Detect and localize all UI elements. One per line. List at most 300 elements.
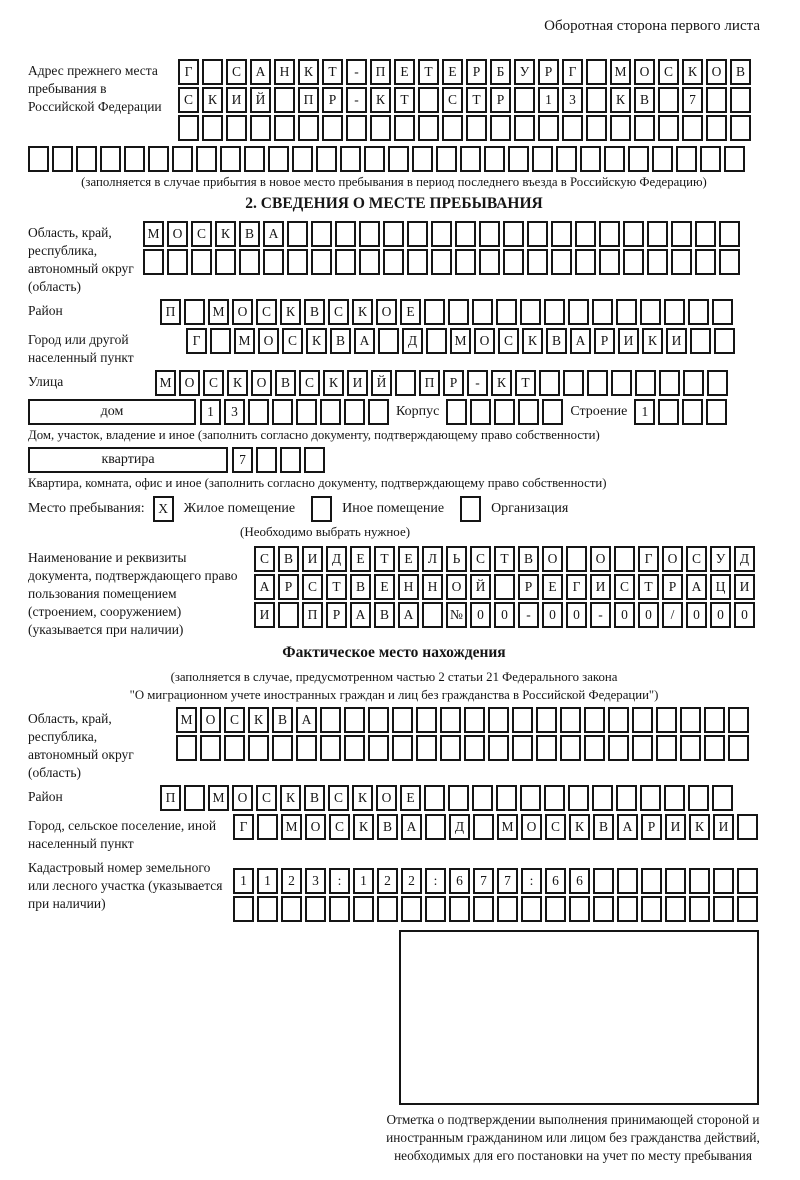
char-cell: / (662, 602, 683, 628)
char-cell (305, 896, 326, 922)
char-cell (665, 896, 686, 922)
document-row-1 (254, 546, 755, 572)
char-cell (689, 868, 710, 894)
fact-oblast-row-1 (176, 707, 749, 733)
char-cell (688, 299, 709, 325)
char-cell (200, 735, 221, 761)
char-cell (424, 785, 445, 811)
char-cell: В (546, 328, 567, 354)
char-cell (100, 146, 121, 172)
char-cell (682, 399, 703, 425)
char-cell: В (377, 814, 398, 840)
char-cell (568, 785, 589, 811)
char-cell: А (350, 602, 371, 628)
page-corner-note: Оборотная сторона первого листа (544, 18, 760, 34)
char-cell (617, 896, 638, 922)
char-cell: Ц (710, 574, 731, 600)
char-cell: Т (394, 87, 415, 113)
char-cell: О (542, 546, 563, 572)
char-cell (536, 707, 557, 733)
char-cell (272, 735, 293, 761)
char-cell: П (298, 87, 319, 113)
char-cell (52, 146, 73, 172)
char-cell (641, 896, 662, 922)
oblast-label: Область, край, республика, автономный округ (область) (28, 225, 134, 294)
char-cell (335, 221, 356, 247)
char-cell: А (254, 574, 275, 600)
char-cell: С (498, 328, 519, 354)
char-cell: 0 (566, 602, 587, 628)
fact-raion-label: Район (28, 789, 63, 804)
char-cell (479, 221, 500, 247)
char-cell: 0 (614, 602, 635, 628)
char-cell (392, 735, 413, 761)
char-cell: С (302, 574, 323, 600)
char-cell (690, 328, 711, 354)
char-cell: В (730, 59, 751, 85)
stamp-caption: Отметка о подтверждении выполнения принимающей стороной и иностранным гражданином или лицом без гражданства действий, необходимых для его постановки на учет по месту пребывания (386, 1112, 760, 1163)
char-cell: К (280, 785, 301, 811)
char-cell (335, 249, 356, 275)
char-cell: С (299, 370, 320, 396)
char-cell: У (514, 59, 535, 85)
char-cell (695, 249, 716, 275)
char-cell: 2 (281, 868, 302, 894)
ulitsa-block (28, 370, 760, 396)
char-cell (359, 249, 380, 275)
char-cell (714, 328, 735, 354)
char-cell (584, 735, 605, 761)
char-cell (368, 707, 389, 733)
char-cell: Р (278, 574, 299, 600)
char-cell: П (160, 299, 181, 325)
mesto-note: (Необходимо выбрать нужное) (240, 524, 411, 539)
char-cell (320, 707, 341, 733)
prev-address-block (28, 59, 760, 143)
char-cell: - (467, 370, 488, 396)
char-cell (514, 115, 535, 141)
char-cell (263, 249, 284, 275)
char-cell (202, 115, 223, 141)
char-cell (460, 146, 481, 172)
char-cell: С (686, 546, 707, 572)
char-cell: М (143, 221, 164, 247)
char-cell (167, 249, 188, 275)
char-cell: Е (350, 546, 371, 572)
char-cell: Д (326, 546, 347, 572)
char-cell: 6 (449, 868, 470, 894)
char-cell: С (282, 328, 303, 354)
char-cell (527, 221, 548, 247)
char-cell (479, 249, 500, 275)
char-cell (426, 328, 447, 354)
char-cell: Р (594, 328, 615, 354)
oblast-row-2 (143, 249, 740, 275)
char-cell: С (329, 814, 350, 840)
checkbox-organizatsiya (460, 496, 481, 522)
char-cell (418, 115, 439, 141)
char-cell: А (354, 328, 375, 354)
char-cell (730, 87, 751, 113)
char-cell (560, 735, 581, 761)
char-cell: К (522, 328, 543, 354)
checkbox-inoe (311, 496, 332, 522)
char-cell (446, 399, 467, 425)
char-cell (392, 707, 413, 733)
char-cell: Т (466, 87, 487, 113)
char-cell (226, 115, 247, 141)
char-cell (280, 447, 301, 473)
char-cell (442, 115, 463, 141)
char-cell (512, 707, 533, 733)
char-cell (210, 328, 231, 354)
char-cell (143, 249, 164, 275)
char-cell: 0 (494, 602, 515, 628)
char-cell (440, 707, 461, 733)
char-cell (682, 115, 703, 141)
char-cell: Т (374, 546, 395, 572)
char-cell (520, 299, 541, 325)
char-cell (256, 447, 277, 473)
char-cell (614, 546, 635, 572)
char-cell: С (328, 299, 349, 325)
char-cell (244, 146, 265, 172)
char-cell (584, 707, 605, 733)
char-cell (658, 87, 679, 113)
char-cell (470, 399, 491, 425)
fact-oblast-block (28, 707, 760, 782)
char-cell (616, 299, 637, 325)
char-cell (394, 115, 415, 141)
char-cell: В (304, 299, 325, 325)
char-cell (484, 146, 505, 172)
char-cell: И (590, 574, 611, 600)
char-cell: С (226, 59, 247, 85)
char-cell (695, 221, 716, 247)
char-cell: К (227, 370, 248, 396)
char-cell (560, 707, 581, 733)
char-cell: К (352, 785, 373, 811)
char-cell: В (278, 546, 299, 572)
char-cell: 7 (232, 447, 253, 473)
char-cell: : (329, 868, 350, 894)
prev-address-row-4 (28, 146, 760, 172)
char-cell: А (617, 814, 638, 840)
char-cell: Е (394, 59, 415, 85)
char-cell: К (280, 299, 301, 325)
char-cell: О (305, 814, 326, 840)
fact-raion-row (160, 785, 733, 811)
char-cell (184, 785, 205, 811)
fact-raion-block (28, 785, 760, 811)
char-cell: Г (178, 59, 199, 85)
char-cell (608, 735, 629, 761)
char-cell: И (666, 328, 687, 354)
char-cell (344, 735, 365, 761)
char-cell: М (208, 299, 229, 325)
dom-block (28, 399, 760, 425)
char-cell: 1 (233, 868, 254, 894)
prev-address-label: Адрес прежнего места пребывания в Российской Федерации (28, 63, 162, 114)
char-cell (617, 868, 638, 894)
char-cell (656, 707, 677, 733)
char-cell: Р (443, 370, 464, 396)
char-cell (586, 59, 607, 85)
dom-cells (200, 399, 389, 425)
char-cell (377, 896, 398, 922)
char-cell (688, 785, 709, 811)
char-cell (311, 249, 332, 275)
document-row-2 (254, 574, 755, 600)
char-cell (640, 299, 661, 325)
char-cell: В (272, 707, 293, 733)
char-cell: 1 (353, 868, 374, 894)
ulitsa-label: Улица (28, 374, 64, 389)
option-organizatsiya-label: Организация (491, 501, 569, 516)
char-cell (472, 299, 493, 325)
char-cell (527, 249, 548, 275)
char-cell: 3 (305, 868, 326, 894)
char-cell (658, 399, 679, 425)
fact-gorod-row (233, 814, 758, 840)
char-cell (628, 146, 649, 172)
char-cell: П (419, 370, 440, 396)
mesto-label: Место пребывания: (28, 501, 145, 516)
char-cell (706, 399, 727, 425)
char-cell (422, 602, 443, 628)
char-cell (532, 146, 553, 172)
char-cell: М (610, 59, 631, 85)
char-cell: В (239, 221, 260, 247)
char-cell (664, 785, 685, 811)
char-cell: 2 (401, 868, 422, 894)
char-cell (724, 146, 745, 172)
char-cell: С (658, 59, 679, 85)
char-cell (416, 707, 437, 733)
char-cell: У (710, 546, 731, 572)
char-cell (635, 370, 656, 396)
char-cell: 7 (473, 868, 494, 894)
char-cell: 7 (497, 868, 518, 894)
char-cell: П (302, 602, 323, 628)
char-cell (353, 896, 374, 922)
option-zhiloe-label: Жилое помещение (183, 501, 296, 516)
char-cell (712, 785, 733, 811)
char-cell: Д (449, 814, 470, 840)
confirmation-stamp-box (399, 930, 759, 1105)
char-cell (488, 707, 509, 733)
char-cell: О (521, 814, 542, 840)
prev-address-row-3 (178, 115, 751, 141)
char-cell: Т (638, 574, 659, 600)
char-cell (514, 87, 535, 113)
char-cell (340, 146, 361, 172)
char-cell (268, 146, 289, 172)
char-cell (664, 299, 685, 325)
char-cell (623, 249, 644, 275)
char-cell: К (642, 328, 663, 354)
kvartira-block (28, 447, 760, 473)
char-cell: И (618, 328, 639, 354)
char-cell: В (593, 814, 614, 840)
char-cell: Р (490, 87, 511, 113)
char-cell: С (545, 814, 566, 840)
char-cell (488, 735, 509, 761)
char-cell (671, 249, 692, 275)
char-cell (298, 115, 319, 141)
char-cell: В (304, 785, 325, 811)
oblast-block (28, 221, 760, 296)
char-cell: А (250, 59, 271, 85)
char-cell (545, 896, 566, 922)
prev-address-note: (заполняется в случае прибытия в новое место пребывания в период последнего въезда в Российскую Федерацию) (81, 175, 707, 189)
char-cell (278, 602, 299, 628)
char-cell (425, 814, 446, 840)
raion-block (28, 299, 760, 325)
char-cell: В (518, 546, 539, 572)
char-cell: 0 (470, 602, 491, 628)
char-cell (592, 785, 613, 811)
char-cell (737, 814, 758, 840)
char-cell: Н (274, 59, 295, 85)
char-cell (586, 87, 607, 113)
char-cell (490, 115, 511, 141)
char-cell: И (226, 87, 247, 113)
char-cell (455, 221, 476, 247)
char-cell: Р (466, 59, 487, 85)
char-cell: Й (250, 87, 271, 113)
char-cell (680, 707, 701, 733)
char-cell (178, 115, 199, 141)
char-cell (521, 896, 542, 922)
char-cell (632, 707, 653, 733)
char-cell: А (570, 328, 591, 354)
char-cell: К (298, 59, 319, 85)
char-cell: № (446, 602, 467, 628)
char-cell: Е (374, 574, 395, 600)
char-cell (610, 115, 631, 141)
char-cell (604, 146, 625, 172)
char-cell (544, 299, 565, 325)
char-cell (418, 87, 439, 113)
char-cell (346, 115, 367, 141)
char-cell: А (401, 814, 422, 840)
char-cell: Т (418, 59, 439, 85)
char-cell (248, 399, 269, 425)
prev-address-row-2 (178, 87, 751, 113)
char-cell (665, 868, 686, 894)
char-cell: С (254, 546, 275, 572)
char-cell (623, 221, 644, 247)
char-cell (593, 868, 614, 894)
char-cell (202, 59, 223, 85)
char-cell (503, 249, 524, 275)
char-cell (257, 814, 278, 840)
char-cell (616, 785, 637, 811)
char-cell (586, 115, 607, 141)
char-cell: Д (734, 546, 755, 572)
char-cell: С (614, 574, 635, 600)
char-cell: Ь (446, 546, 467, 572)
kadastr-block (28, 856, 760, 924)
char-cell: Г (566, 574, 587, 600)
char-cell (704, 735, 725, 761)
char-cell (233, 896, 254, 922)
char-cell (466, 115, 487, 141)
char-cell: С (178, 87, 199, 113)
char-cell (220, 146, 241, 172)
char-cell (599, 249, 620, 275)
char-cell: 6 (545, 868, 566, 894)
char-cell (659, 370, 680, 396)
char-cell (575, 249, 596, 275)
char-cell (464, 707, 485, 733)
char-cell (395, 370, 416, 396)
char-cell (568, 299, 589, 325)
char-cell: О (706, 59, 727, 85)
char-cell: Б (490, 59, 511, 85)
prev-address-grids (178, 59, 751, 143)
char-cell: В (275, 370, 296, 396)
raion-row (160, 299, 733, 325)
char-cell (566, 546, 587, 572)
char-cell (412, 146, 433, 172)
char-cell: А (263, 221, 284, 247)
char-cell: Т (322, 59, 343, 85)
char-cell (575, 221, 596, 247)
char-cell (304, 447, 325, 473)
char-cell (316, 146, 337, 172)
char-cell (518, 399, 539, 425)
char-cell (388, 146, 409, 172)
char-cell (448, 299, 469, 325)
char-cell: Е (400, 785, 421, 811)
char-cell: К (491, 370, 512, 396)
char-cell (344, 399, 365, 425)
char-cell: С (224, 707, 245, 733)
char-cell (274, 87, 295, 113)
char-cell (322, 115, 343, 141)
char-cell (713, 868, 734, 894)
char-cell: Т (515, 370, 536, 396)
char-cell (455, 249, 476, 275)
char-cell (737, 868, 758, 894)
char-cell (407, 221, 428, 247)
fact-gorod-label: Город, сельское поселение, иной населенный пункт (28, 818, 217, 851)
char-cell: К (323, 370, 344, 396)
fact-oblast-row-2 (176, 735, 749, 761)
korpus-cells (446, 399, 563, 425)
char-cell (383, 249, 404, 275)
char-cell: П (160, 785, 181, 811)
char-cell: О (251, 370, 272, 396)
char-cell: 0 (686, 602, 707, 628)
char-cell: К (610, 87, 631, 113)
char-cell: Д (402, 328, 423, 354)
char-cell: О (179, 370, 200, 396)
char-cell: В (350, 574, 371, 600)
char-cell: В (330, 328, 351, 354)
char-cell (647, 249, 668, 275)
char-cell (281, 896, 302, 922)
char-cell (592, 299, 613, 325)
gorod-block (28, 328, 760, 367)
char-cell: - (518, 602, 539, 628)
char-cell: Р (538, 59, 559, 85)
char-cell: Р (322, 87, 343, 113)
char-cell: М (234, 328, 255, 354)
char-cell: Н (398, 574, 419, 600)
